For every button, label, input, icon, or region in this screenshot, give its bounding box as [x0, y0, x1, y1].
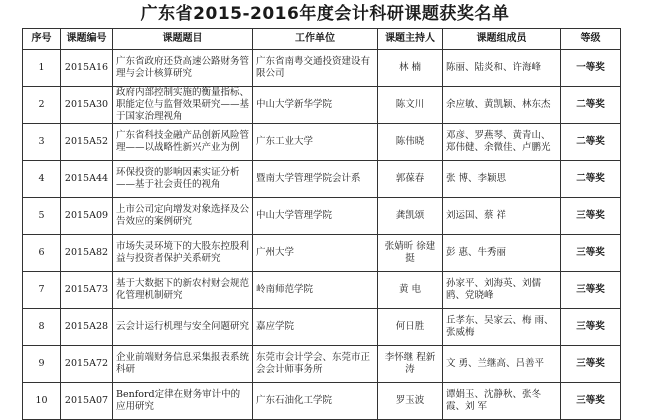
cell-unit: 广州大学	[253, 235, 378, 272]
cell-members: 谭娟玉、沈静秋、张冬霞、刘 军	[443, 383, 561, 420]
cell-no: 1	[23, 50, 61, 87]
cell-members: 邓彦、罗燕琴、黄青山、郑伟健、余微佳、卢鹏光	[443, 124, 561, 161]
header-grade: 等级	[561, 29, 621, 50]
cell-grade: 三等奖	[561, 383, 621, 420]
cell-title: 基于大数据下的新农村财会规范化管理机制研究	[113, 272, 253, 309]
cell-code: 2015A16	[61, 50, 113, 87]
cell-grade: 一等奖	[561, 50, 621, 87]
cell-grade: 二等奖	[561, 161, 621, 198]
table-row	[23, 198, 621, 235]
header-members: 课题组成员	[443, 29, 561, 50]
cell-members: 孙家平、刘海英、刘儒鸥、党晓峰	[443, 272, 561, 309]
cell-no: 8	[23, 309, 61, 346]
cell-grade: 二等奖	[561, 87, 621, 124]
cell-title: 企业前端财务信息采集报表系统科研	[113, 346, 253, 383]
table-row	[23, 309, 621, 346]
table-row	[23, 235, 621, 272]
cell-code: 2015A72	[61, 346, 113, 383]
cell-members: 刘运国、蔡 祥	[443, 198, 561, 235]
cell-members: 张 博、李颖思	[443, 161, 561, 198]
cell-host: 何日胜	[378, 309, 443, 346]
cell-code: 2015A82	[61, 235, 113, 272]
table-row	[23, 272, 621, 309]
cell-code: 2015A30	[61, 87, 113, 124]
cell-host: 陈文川	[378, 87, 443, 124]
cell-no: 5	[23, 198, 61, 235]
cell-host: 郭葆春	[378, 161, 443, 198]
cell-title: 市场失灵环境下的大股东控股利益与投资者保护关系研究	[113, 235, 253, 272]
cell-unit: 东莞市会计学会、东莞市正会会计师事务所	[253, 346, 378, 383]
cell-no: 6	[23, 235, 61, 272]
cell-unit: 广东石油化工学院	[253, 383, 378, 420]
header-no: 序号	[23, 29, 61, 50]
cell-host: 罗玉波	[378, 383, 443, 420]
cell-host: 龚凯颂	[378, 198, 443, 235]
document-title: 广东省2015-2016年度会计科研课题获奖名单	[140, 4, 510, 24]
cell-grade: 三等奖	[561, 235, 621, 272]
cell-unit: 广东省南粤交通投资建设有限公司	[253, 50, 378, 87]
header-row	[23, 29, 621, 50]
cell-code: 2015A44	[61, 161, 113, 198]
cell-unit: 暨南大学管理学院会计系	[253, 161, 378, 198]
cell-no: 10	[23, 383, 61, 420]
cell-code: 2015A09	[61, 198, 113, 235]
cell-unit: 中山大学管理学院	[253, 198, 378, 235]
cell-title: 环保投资的影响因素实证分析——基于社会责任的视角	[113, 161, 253, 198]
cell-no: 4	[23, 161, 61, 198]
cell-members: 文 勇、兰继高、吕善平	[443, 346, 561, 383]
table-row	[23, 161, 621, 198]
cell-title: 广东省科技金融产品创新风险管理——以战略性新兴产业为例	[113, 124, 253, 161]
cell-host: 李怀继 程新涛	[378, 346, 443, 383]
cell-unit: 广东工业大学	[253, 124, 378, 161]
cell-grade: 三等奖	[561, 309, 621, 346]
header-host: 课题主持人	[378, 29, 443, 50]
cell-no: 2	[23, 87, 61, 124]
cell-grade: 三等奖	[561, 346, 621, 383]
cell-title: 上市公司定向增发对象选择及公告效应的案例研究	[113, 198, 253, 235]
cell-grade: 三等奖	[561, 272, 621, 309]
cell-no: 9	[23, 346, 61, 383]
header-code: 课题编号	[61, 29, 113, 50]
cell-members: 彭 惠、牛秀丽	[443, 235, 561, 272]
cell-unit: 岭南师范学院	[253, 272, 378, 309]
cell-title: Benford定律在财务审计中的应用研究	[113, 383, 253, 420]
cell-no: 3	[23, 124, 61, 161]
header-unit: 工作单位	[253, 29, 378, 50]
table-row	[23, 346, 621, 383]
cell-host: 黄 电	[378, 272, 443, 309]
cell-title: 广东省政府还贷高速公路财务管理与会计核算研究	[113, 50, 253, 87]
cell-title: 政府内部控制实施的衡量指标、职能定位与监督效果研究——基于国家治理视角	[113, 87, 253, 124]
header-title: 课题题目	[113, 29, 253, 50]
cell-members: 丘孝东、吴家云、梅 雨、张威梅	[443, 309, 561, 346]
cell-host: 林 楠	[378, 50, 443, 87]
table-row	[23, 50, 621, 87]
cell-code: 2015A52	[61, 124, 113, 161]
cell-unit: 嘉应学院	[253, 309, 378, 346]
table-row	[23, 87, 621, 124]
cell-code: 2015A07	[61, 383, 113, 420]
table-row	[23, 124, 621, 161]
cell-title: 云会计运行机理与安全问题研究	[113, 309, 253, 346]
cell-host: 张婧昕 徐建挺	[378, 235, 443, 272]
cell-grade: 三等奖	[561, 198, 621, 235]
table-row	[23, 383, 621, 420]
cell-members: 陈丽、陆炎和、许海峰	[443, 50, 561, 87]
awards-table	[22, 28, 621, 420]
cell-unit: 中山大学新华学院	[253, 87, 378, 124]
cell-no: 7	[23, 272, 61, 309]
cell-members: 余应敏、黄凯颖、林东杰	[443, 87, 561, 124]
cell-code: 2015A73	[61, 272, 113, 309]
cell-code: 2015A28	[61, 309, 113, 346]
cell-grade: 二等奖	[561, 124, 621, 161]
cell-host: 陈伟晓	[378, 124, 443, 161]
